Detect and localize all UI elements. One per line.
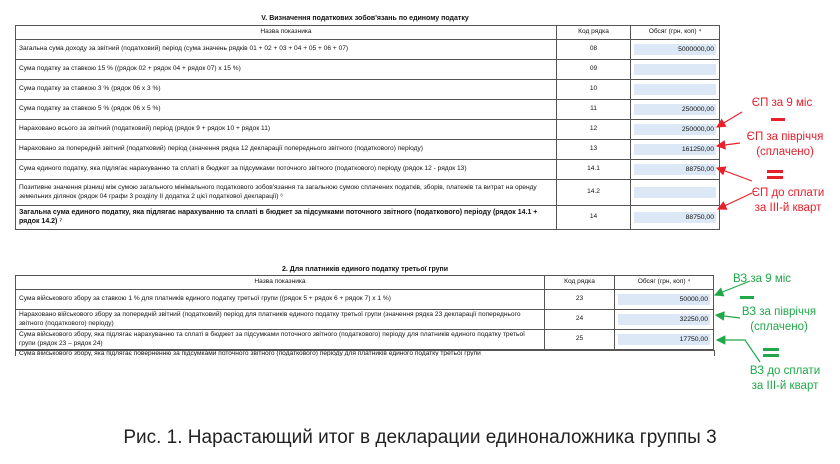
note-ep-due <box>738 186 838 216</box>
red-arrow <box>717 112 742 127</box>
row-label: Позитивне значення різниці між сумою загального мінімального податкового зобов'язання та загальною сумою сплачених податків, зборів, платежів та витрат на оренду земельних ділянок (рядок 04 графи 3 розділу II додатка 2 цієї податкової декларації) ⁶ <box>16 180 557 206</box>
green-arrow <box>717 340 760 362</box>
note-line: ЄП за півріччя <box>746 131 824 143</box>
section1-title: V. Визначення податкових зобов'язань по единому податку <box>261 15 469 22</box>
row-code: 08 <box>557 40 631 60</box>
row-label: Нараховано військового збору за попередній звітний (податковий) період для платників единого податку третьої групи (значення рядка 23 декларації попереднього звітного (податкового) періоду) <box>16 310 545 330</box>
row-label: Сума військового збору, яка підлягає нарахуванню та сплаті в бюджет за підсумками поточного звітного (податкового) періоду для платників единого податку третьої групи (рядок 23 – рядок 24) <box>16 330 545 350</box>
amount-field[interactable]: 161250,00 <box>634 144 716 155</box>
amount-field[interactable]: 32250,00 <box>618 314 710 325</box>
row-code: 13 <box>557 140 631 160</box>
row-label: Нараховано за попередній звітний (податковий) період (значення рядка 12 декларації попереднього звітного (податкового) періоду) <box>16 140 557 160</box>
row-code: 24 <box>545 310 615 330</box>
cropped-row-label: Сума військового збору, яка підлягає поверненню за підсумками поточного звітного (податкового) періоду для платників единого податку третьої групи <box>19 350 481 356</box>
row-label: Загальна сума единого податку, яка підлягає нарахуванню та сплаті в бюджет за підсумками поточного звітного (податкового) періоду (рядок 14.1 + рядок 14.2) ⁷ <box>16 206 557 230</box>
row-code: 14.1 <box>557 160 631 180</box>
note-vz-due <box>735 364 835 394</box>
note-line: (сплачено) <box>750 321 808 333</box>
row-code: 14 <box>557 206 631 230</box>
row-code: 09 <box>557 60 631 80</box>
amount-field[interactable]: 250000,00 <box>634 104 716 115</box>
note-line: (сплачено) <box>756 146 814 158</box>
note-line: за III-й кварт <box>754 202 822 214</box>
row-label: Сума податку за ставкою 5 % (рядок 06 х 5 %) <box>16 100 557 120</box>
equals-sign-green-bottom <box>763 354 779 357</box>
minus-sign-red <box>771 118 785 121</box>
section2-title: 2. Для платників единого податку третьої групи <box>281 266 449 273</box>
note-ep-9-months: ЄП за 9 міс <box>751 97 813 109</box>
header-code: Код рядка <box>545 276 615 290</box>
note-line: за III-й кварт <box>751 380 819 392</box>
row-label: Сума податку за ставкою 3 % (рядок 06 х 3 %) <box>16 80 557 100</box>
row-code: 12 <box>557 120 631 140</box>
equals-sign-red-bottom <box>767 176 783 179</box>
equals-sign-green-top <box>763 348 779 351</box>
row-label: Сума единого податку, яка підлягає нарахуванню та сплаті в бюджет за підсумками поточного звітного (податкового) періоду (рядок 12 - рядок 13) <box>16 160 557 180</box>
note-vz-half-year <box>724 305 834 335</box>
header-code: Код рядка <box>557 26 631 40</box>
note-line: ЄП до сплати <box>751 187 825 199</box>
header-name: Назва показника <box>16 276 545 290</box>
header-amount: Обсяг (грн, коп) ⁴ <box>631 26 720 40</box>
minus-sign-green <box>740 296 754 299</box>
header-amount: Обсяг (грн, коп) ⁴ <box>615 276 714 290</box>
note-vz-9-months: ВЗ за 9 міс <box>732 273 792 285</box>
equals-sign-red-top <box>767 170 783 173</box>
row-label: Загальна сума доходу за звітний (податковий) період (сума значень рядків 01 + 02 + 03 + 04 + 05 + 06 + 07) <box>16 40 557 60</box>
note-line: ВЗ до сплати <box>749 365 821 377</box>
row-code: 11 <box>557 100 631 120</box>
row-code: 10 <box>557 80 631 100</box>
row-label: Сума військового збору за ставкою 1 % для платників единого податку третьої групи ((рядок 5 + рядок 6 + рядок 7) х 1 %) <box>16 290 545 310</box>
red-arrow <box>717 168 752 181</box>
row-label: Сума податку за ставкою 15 % ((рядок 02 + рядок 04 + рядок 07) х 15 %) <box>16 60 557 80</box>
amount-field[interactable]: 88750,00 <box>634 212 716 223</box>
amount-field[interactable]: 250000,00 <box>634 124 716 135</box>
row-code: 25 <box>545 330 615 350</box>
note-line: ВЗ за півріччя <box>741 306 817 318</box>
note-ep-half-year <box>735 130 835 160</box>
amount-field[interactable]: 50000,00 <box>618 294 710 305</box>
amount-field[interactable]: 88750,00 <box>634 164 716 175</box>
header-name: Назва показника <box>16 26 557 40</box>
figure-caption: Рис. 1. Нарастающий итог в декларации единоналожника группы 3 <box>123 427 717 448</box>
row-label: Нараховано всього за звітний (податковий) період (рядок 9 + рядок 10 + рядок 11) <box>16 120 557 140</box>
row-code: 23 <box>545 290 615 310</box>
amount-field[interactable]: 5000000,00 <box>634 44 716 55</box>
amount-field[interactable]: 17750,00 <box>618 334 710 345</box>
row-code: 14.2 <box>557 180 631 206</box>
